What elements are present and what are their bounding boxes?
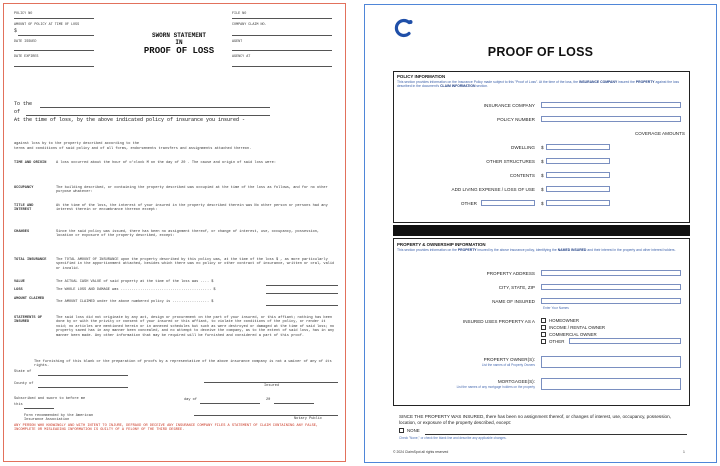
dwelling-input[interactable] (546, 144, 610, 150)
row-label-occupancy: OCCUPANCY (14, 186, 34, 190)
other-use-input[interactable] (569, 338, 681, 344)
row-label-time-origin: TIME AND ORIGIN (14, 161, 47, 165)
title-line-3: PROOF OF LOSS (143, 46, 215, 56)
mortgagees-hint: List the names of any mortgage holders on the property (456, 385, 535, 389)
coverage-amounts-label: COVERAGE AMOUNTS (634, 131, 685, 136)
row-label-changes: CHANGES (14, 230, 30, 234)
agent-label: AGENT (232, 40, 243, 44)
of-label: of (14, 109, 21, 115)
insurance-company-input[interactable] (541, 102, 681, 108)
to-the-line (40, 107, 270, 108)
title-line-1: SWORN STATEMENT (151, 32, 206, 39)
copyright-footer: © 2024 ClaimSpot all rights reserved (393, 450, 449, 454)
row-label-loss: LOSS (14, 288, 23, 292)
other-use-label: OTHER (549, 339, 565, 344)
contents-label: CONTENTS (509, 173, 535, 178)
property-section-heading: PROPERTY & OWNERSHIP INFORMATION (397, 242, 486, 247)
commercial-owner-label: COMMERCIAL OWNER (549, 332, 597, 337)
row-label-amount-claimed: AMOUNT CLAIMED (14, 297, 45, 301)
other-coverage-label: OTHER (460, 201, 477, 206)
changes-input-line[interactable] (425, 434, 687, 435)
county-of-label: County of (14, 382, 34, 386)
year-line (274, 403, 314, 404)
state-of-label: State of (14, 370, 32, 374)
income-rental-label: INCOME / RENTAL OWNER (549, 325, 606, 330)
living-expense-label: ADD LIVING EXPENSE / LOSS OF USE (451, 187, 535, 192)
sworn-statement-title (129, 32, 229, 56)
changes-statement: SINCE THE PROPERTY WAS INSURED, there has been no assignment thereof, or changes of interest, use, occupancy, possession, location, or exposure of the property described, except: (399, 414, 671, 425)
file-no-line (232, 18, 332, 19)
loss-amount-line (266, 293, 338, 294)
date-expires-label: DATE EXPIRES (14, 55, 39, 59)
policy-section-description: This section provides information on the Insurance Policy made subject to this "Proof of Loss". At the time of the loss, the INSURANCE COMPANY insured the PROPERTY against the loss described in the document's CLAIM INFORMATION section. (397, 80, 680, 89)
sworn-statement-document (3, 3, 346, 462)
notary-signature-line (194, 415, 338, 416)
dwelling-label: DWELLING (511, 145, 535, 150)
other-coverage-input[interactable] (546, 200, 610, 206)
state-of-line (38, 375, 128, 376)
mortgagees-label: MORTGAGEE(S): (497, 379, 535, 384)
living-expense-input[interactable] (546, 186, 610, 192)
other-structures-input[interactable] (546, 158, 610, 164)
insured-signature-line (204, 382, 338, 383)
row-text-loss: The WHOLE LOSS AND DAMAGE was .......................................... $ (56, 288, 216, 292)
file-no-label: FILE NO (232, 12, 247, 16)
agency-at-label: AGENCY AT (232, 55, 251, 59)
title-line-2: IN (175, 39, 183, 46)
row-text-occupancy: The building described, or containing the property described was occupied at the time of the loss as follows, and for no other purpose whatever: (56, 186, 328, 195)
policy-number-label: POLICY NUMBER (497, 117, 535, 122)
other-coverage-name-input[interactable] (481, 200, 535, 206)
changes-hint: Check "None," or check the blank line and describe any applicable changes. (399, 436, 507, 440)
date-expires-line (14, 66, 94, 67)
claimspot-logo-icon (393, 17, 415, 39)
other-use-checkbox[interactable] (541, 339, 546, 344)
policy-section-heading: POLICY INFORMATION (397, 74, 446, 79)
row-text-statements: The said loss did not originate by any act, design or procurement on the part of your insured, or this affiant; nothing has been done by or with the privity or consent of your insured or this affiant, to violate the conditions of the policy, or render it void; no articles are mentioned herein or in annexed schedules but such as were destroyed or damaged at the time of said loss; no property saved has in any manner been concealed, and no attempt to deceive the company, as to the extent of said loss, has in any manner been made. Any other information that may be required will be furnished and considered a part of this proof. (56, 316, 335, 338)
page-number: 1 (683, 450, 685, 454)
row-label-statements: STATEMENTS OF INSURED (14, 316, 43, 325)
homeowner-checkbox[interactable] (541, 318, 546, 323)
property-owners-hint: List the names of all Property Owners (481, 363, 535, 367)
city-state-zip-input[interactable] (541, 284, 681, 290)
row-label-title-interest: TITLE AND INTEREST (14, 204, 34, 213)
year-label: 20 (266, 398, 271, 402)
value-amount-line (266, 285, 338, 286)
insurance-company-label: INSURANCE COMPANY (483, 103, 535, 108)
date-issued-label: DATE ISSUED (14, 40, 37, 44)
row-label-value: VALUE (14, 280, 25, 284)
contents-input[interactable] (546, 172, 610, 178)
furnishing-text: The furnishing of this blank or the preparation of proofs by a representative of the above insurance company is not a waiver of any of its rights. (34, 360, 332, 369)
income-rental-checkbox[interactable] (541, 325, 546, 330)
recommended-text: Form recommended by the American Insurance Association (24, 414, 94, 423)
mortgagees-input[interactable] (541, 378, 681, 390)
other-structures-dollar: $ (541, 159, 544, 164)
dollar-sign: $ (14, 28, 18, 34)
policy-no-label: POLICY NO (14, 12, 33, 16)
notary-label: Notary Public (294, 417, 323, 421)
county-of-line (38, 387, 128, 388)
row-text-title-interest: At the time of the loss, the interest of your insured in the property described therein was No other person or persons had any interest therein or encumbrance thereon except: (56, 204, 328, 213)
property-owners-label: PROPERTY OWNER(S): (483, 357, 535, 362)
page-title: PROOF OF LOSS (487, 45, 594, 59)
amount-label: AMOUNT OF POLICY AT TIME OF LOSS (14, 23, 80, 27)
this-day-line (24, 408, 54, 409)
contents-dollar: $ (541, 173, 544, 178)
section-divider-bar (393, 225, 690, 236)
row-label-total-insurance: TOTAL INSURANCE (14, 258, 47, 262)
against-loss-text: against loss by to the property described according to the (14, 142, 140, 146)
none-checkbox[interactable] (399, 428, 404, 433)
claim-no-line (232, 35, 332, 36)
proof-of-loss-form (364, 4, 717, 463)
claimed-amount-line (266, 305, 338, 306)
homeowner-label: HOMEOWNER (549, 318, 580, 323)
none-label: NONE (407, 428, 420, 433)
dwelling-dollar: $ (541, 145, 544, 150)
name-of-insured-input[interactable] (541, 298, 681, 304)
this-label: this (14, 403, 23, 407)
row-text-amount-claimed: The AMOUNT CLAIMED under the above numbered policy is ................. $ (56, 300, 214, 304)
property-owners-input[interactable] (541, 356, 681, 368)
of-line (26, 115, 270, 116)
other-structures-label: OTHER STRUCTURES (486, 159, 535, 164)
company-claim-no-label: COMPANY CLAIM NO. (232, 23, 267, 27)
row-text-changes: Since the said policy was issued, there has been no assignment thereof, or change of interest, use, occupancy, possession, location or exposure of the property described, except: (56, 230, 320, 239)
agency-line (232, 66, 332, 67)
property-address-input[interactable] (541, 270, 681, 276)
name-of-insured-label: NAME OF INSURED (492, 299, 535, 304)
row-text-total-insurance: The TOTAL AMOUNT OF INSURANCE upon the property described by this policy was, at the time of the loss $ , as more particularly specified in the apportionment attached, besides which there was no policy or other contract of insurance, written or oral, valid or invalid. (56, 258, 335, 271)
day-of-label: day of (184, 398, 197, 402)
row-text-value: The ACTUAL CASH VALUE of said property at the time of the loss was .... $ (56, 280, 214, 284)
insured-label: Insured (264, 384, 280, 388)
date-issued-line (14, 50, 94, 51)
terms-text: terms and conditions of said policy and of all forms, endorsements transfers and assignments attached thereon. (14, 147, 252, 151)
at-time-text: At the time of loss, by the above indicated policy of insurance you insured - (14, 117, 246, 123)
policy-no-line (14, 18, 94, 19)
name-of-insured-hint: Enter Your Names (543, 306, 569, 310)
agent-line (232, 50, 332, 51)
day-of-line (200, 403, 260, 404)
commercial-owner-checkbox[interactable] (541, 332, 546, 337)
subscribed-label: Subscribed and sworn to before me (14, 397, 86, 401)
row-text-time-origin: A loss occurred about the hour of o'clock M on the day of 20 . The cause and origin of said loss were: (56, 161, 276, 165)
insured-uses-label: INSURED USES PROPERTY AS A (462, 319, 535, 324)
fraud-warning: ANY PERSON WHO KNOWINGLY AND WITH INTENT TO INJURE, DEFRAUD OR DECEIVE ANY INSURANCE COMPANY FILES A STATEMENT OF CLAIM CONTAINING ANY FALSE, INCOMPLETE OR MISLEADING INFORMATION IS GUILTY OF A FELONY OF THE THIRD DEGREE. (14, 424, 319, 433)
property-address-label: PROPERTY ADDRESS (486, 271, 535, 276)
living-expense-dollar: $ (541, 187, 544, 192)
city-state-zip-label: CITY, STATE, ZIP (498, 285, 535, 290)
to-the-label: To the (14, 101, 33, 107)
property-section-description: This section provides information on the PROPERTY insured by the above insurance policy, identifying the NAMED INSURED and their interest in the property and other interest holders. (397, 248, 676, 252)
policy-number-input[interactable] (541, 116, 681, 122)
amount-line (18, 35, 94, 36)
other-coverage-dollar: $ (541, 201, 544, 206)
